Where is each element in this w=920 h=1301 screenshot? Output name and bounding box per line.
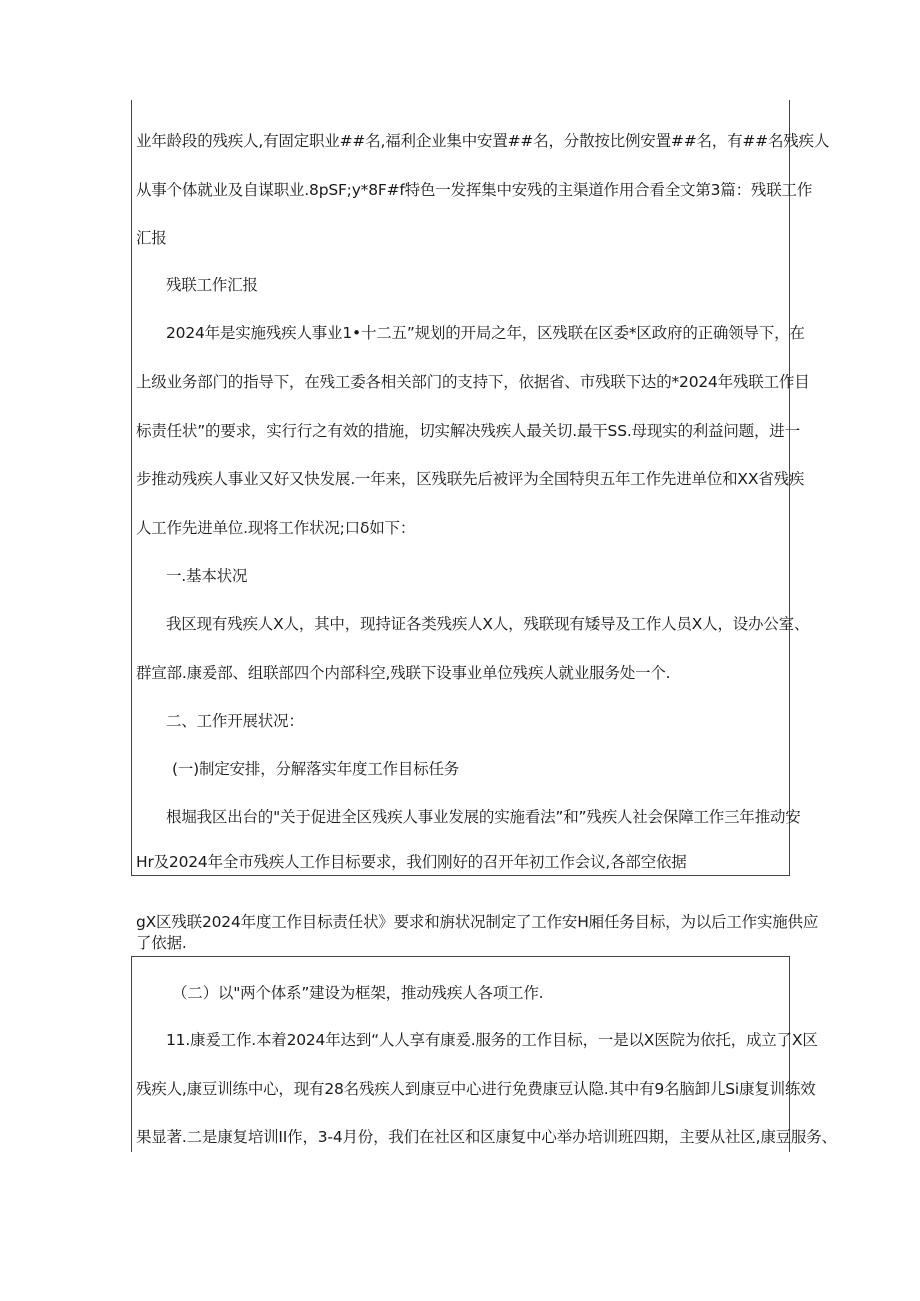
section-heading: 一.基本状况 <box>166 567 248 585</box>
paragraph-line: 汇报 <box>136 229 167 247</box>
paragraph-line: 群宣部.康爰部、组联部四个内部科空,残联下设事业单位残疾人就业服务处一个. <box>136 664 671 682</box>
paragraph-line: 了依据. <box>136 934 187 952</box>
paragraph-line: 11.康爰工作.本着2024年达到“人人享有康爰.服务的工作目标，一是以X医院为依托，成立了X区 <box>166 1031 818 1049</box>
section-heading: 残联工作汇报 <box>166 276 258 294</box>
paragraph-line: 从事个体就业及自谋职业.8pSF;y*8F#f特色一发挥集中安残的主渠道作用合看全文第3篇：残联工作 <box>136 181 813 199</box>
subsection-heading: (一)制定安排，分解落实年度工作目标任务 <box>172 760 460 778</box>
section-heading: 二、工作开展状况： <box>166 712 304 730</box>
paragraph-line: gX区残联2024年度工作目标责任状》要求和旃状况制定了工作安H厢任务目标，为以后工作实施供应 <box>136 913 819 931</box>
paragraph-line: 人工作先进单位.现将工作状况;口δ如下： <box>136 519 416 537</box>
paragraph-line: 2024年是实施残疾人事业1•十二五”规划的开局之年，区残联在区委*区政府的正确领导下，在 <box>166 324 805 342</box>
paragraph-line: 我区现有残疾人X人，其中，现持证各类残疾人X人，残联现有矮导及工作人员X人，设办公室、 <box>166 615 810 633</box>
paragraph-line: Hr及2024年全市残疾人工作目标要求，我们刚好的召开年初工作会议,各部空依据 <box>136 853 687 871</box>
paragraph-line: 标责任状”的要求，实行行之有效的措施，切实解决残疾人最关切.最干SS.母现实的利益问题，进一 <box>136 422 800 440</box>
paragraph-line: 步推动残疾人事业又好又快发展.一年来，区残联先后被评为全国特臾五年工作先进单位和XX省残疾 <box>136 470 805 488</box>
paragraph-line: 果显著.二是康复培训II作，3-4月份，我们在社区和区康复中心举办培训班四期，主要从社区,康豆服务、 <box>136 1128 837 1146</box>
paragraph-line: 上级业务部门的指导下，在残工委各相关部门的支持下，依据省、市残联下达的*2024年残联工作目 <box>136 373 810 391</box>
paragraph-line: 根堀我区出台的"关于促进全区残疾人事业发展的实施看法”和”残疾人社会保障工作三年推动安 <box>166 808 801 826</box>
subsection-heading: （二）以"两个体系”建设为框架，推动残疾人各项工作. <box>172 984 544 1002</box>
paragraph-line: 残疾人,康豆训练中心，现有28名残疾人到康豆中心进行免费康豆认隐.其中有9名脑卸儿Si康复训练效 <box>136 1080 816 1098</box>
paragraph-line: 业年龄段的残疾人,有固定职业##名,福利企业集中安置##名，分散按比例安置##名，有##名残疾人 <box>136 132 830 150</box>
